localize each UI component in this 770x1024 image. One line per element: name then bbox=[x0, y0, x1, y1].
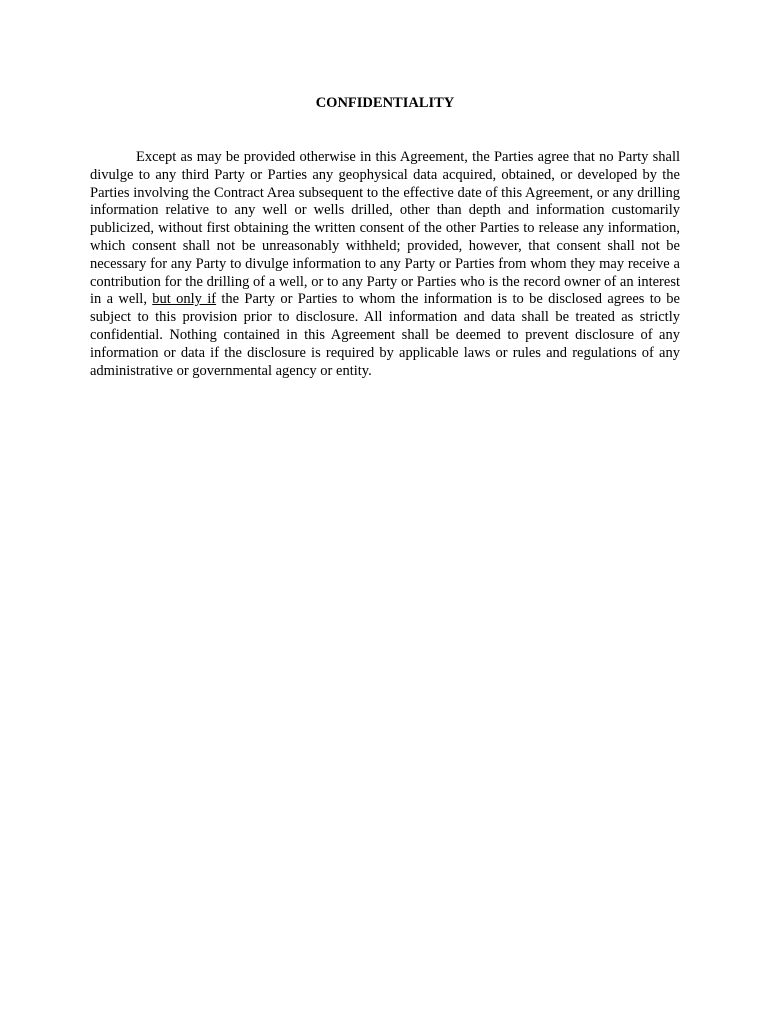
confidentiality-paragraph bbox=[90, 149, 680, 380]
paragraph-text-part-2: the Party or Parties to whom the information is to be disclosed agrees to be subject to this provision prior to disclosure. All information and data shall be treated as strictly confidential. Nothing contained in this Agreement shall be deemed to prevent disclosure of any information or data if the disclosure is required by applicable laws or rules and regulations of any administrative or governmental agency or entity. bbox=[90, 291, 680, 379]
underlined-phrase: but only if bbox=[152, 291, 217, 308]
paragraph-text-part-1: Except as may be provided otherwise in this Agreement, the Parties agree that no Party shall divulge to any third Party or Parties any geophysical data acquired, obtained, or developed by the Parties involving the Contract Area subsequent to the effective date of this Agreement, or any drilling information relative to any well or wells drilled, other than depth and information customarily publicized, without first obtaining the written consent of the other Parties to release any information, which consent shall not be unreasonably withheld; provided, however, that consent shall not be necessary for any Party to divulge information to any Party or Parties from whom they may receive a contribution for the drilling of a well, or to any Party or Parties who is the record owner of an interest in a well, bbox=[90, 149, 680, 308]
document-title: CONFIDENTIALITY bbox=[315, 95, 455, 111]
